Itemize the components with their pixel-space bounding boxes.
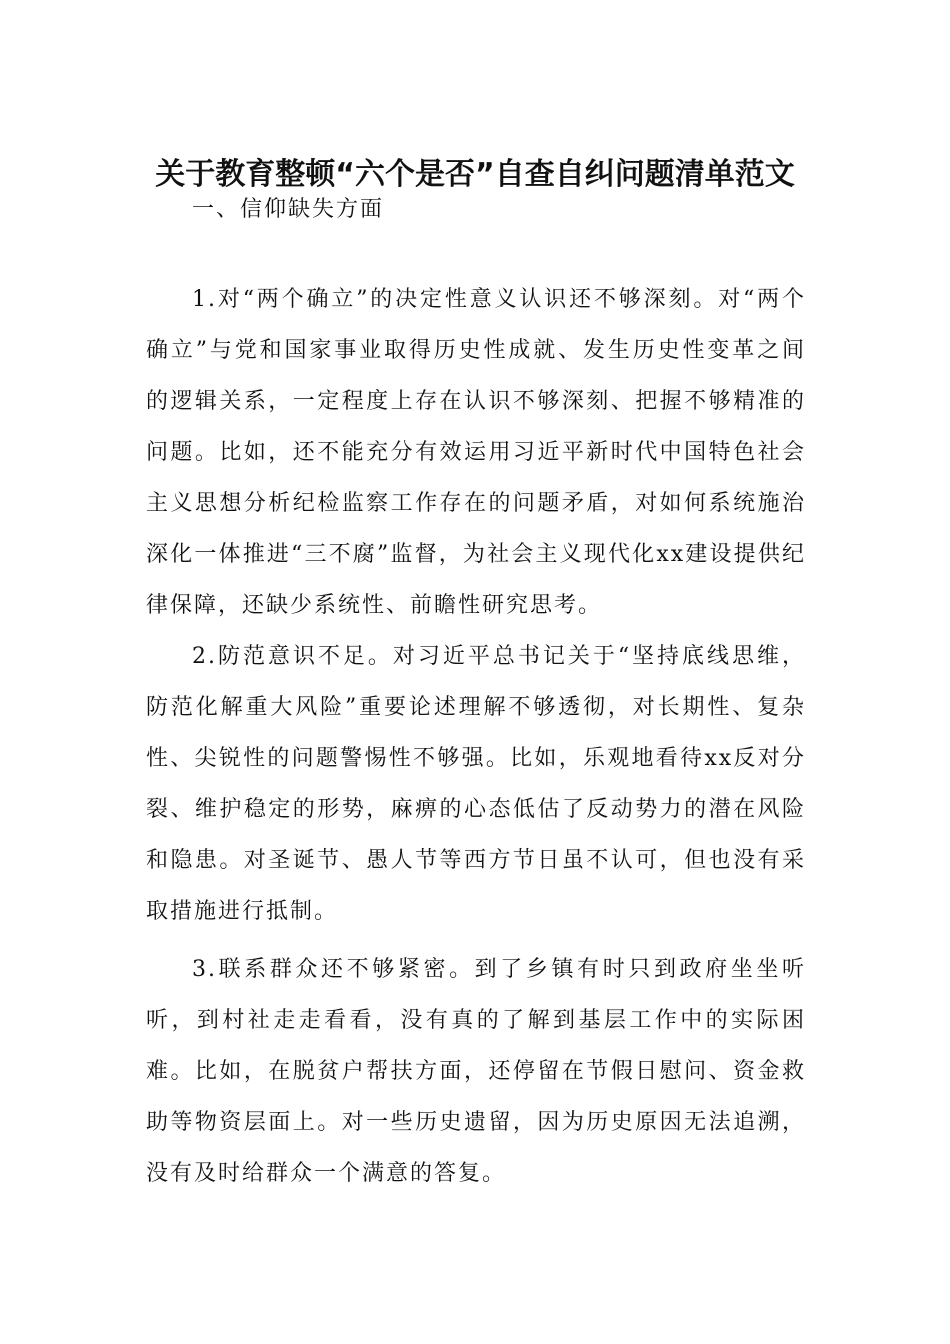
paragraph-3: 3.联系群众还不够紧密。到了乡镇有时只到政府坐坐听听，到村社走走看看，没有真的了解到基层工作中的实际困难。比如，在脱贫户帮扶方面，还停留在节假日慰问、资金救助等物资层面上。对一些历史遗留，因为历史原因无法追溯，没有及时给群众一个满意的答复。: [146, 957, 806, 1186]
paragraph-1: 1.对“两个确立”的决定性意义认识还不够深刻。对“两个确立”与党和国家事业取得历史性成就、发生历史性变革之间的逻辑关系，一定程度上存在认识不够深刻、把握不够精准的问题。比如，还不能充分有效运用习近平新时代中国特色社会主义思想分析纪检监察工作存在的问题矛盾，对如何系统施治深化一体推进“三不腐”监督，为社会主义现代化xx建设提供纪律保障，还缺少系统性、前瞻性研究思考。: [146, 287, 806, 618]
section-heading: 一、信仰缺失方面: [192, 197, 385, 222]
paragraph-2: 2.防范意识不足。对习近平总书记关于“坚持底线思维，防范化解重大风险”重要论述理解不够透彻，对长期性、复杂性、尖锐性的问题警惕性不够强。比如，乐观地看待xx反对分裂、维护稳定的形势，麻痹的心态低估了反动势力的潜在风险和隐患。对圣诞节、愚人节等西方节日虽不认可，但也没有采取措施进行抵制。: [146, 644, 806, 924]
document-title: 关于教育整顿“六个是否”自查自纠问题清单范文: [155, 157, 795, 192]
